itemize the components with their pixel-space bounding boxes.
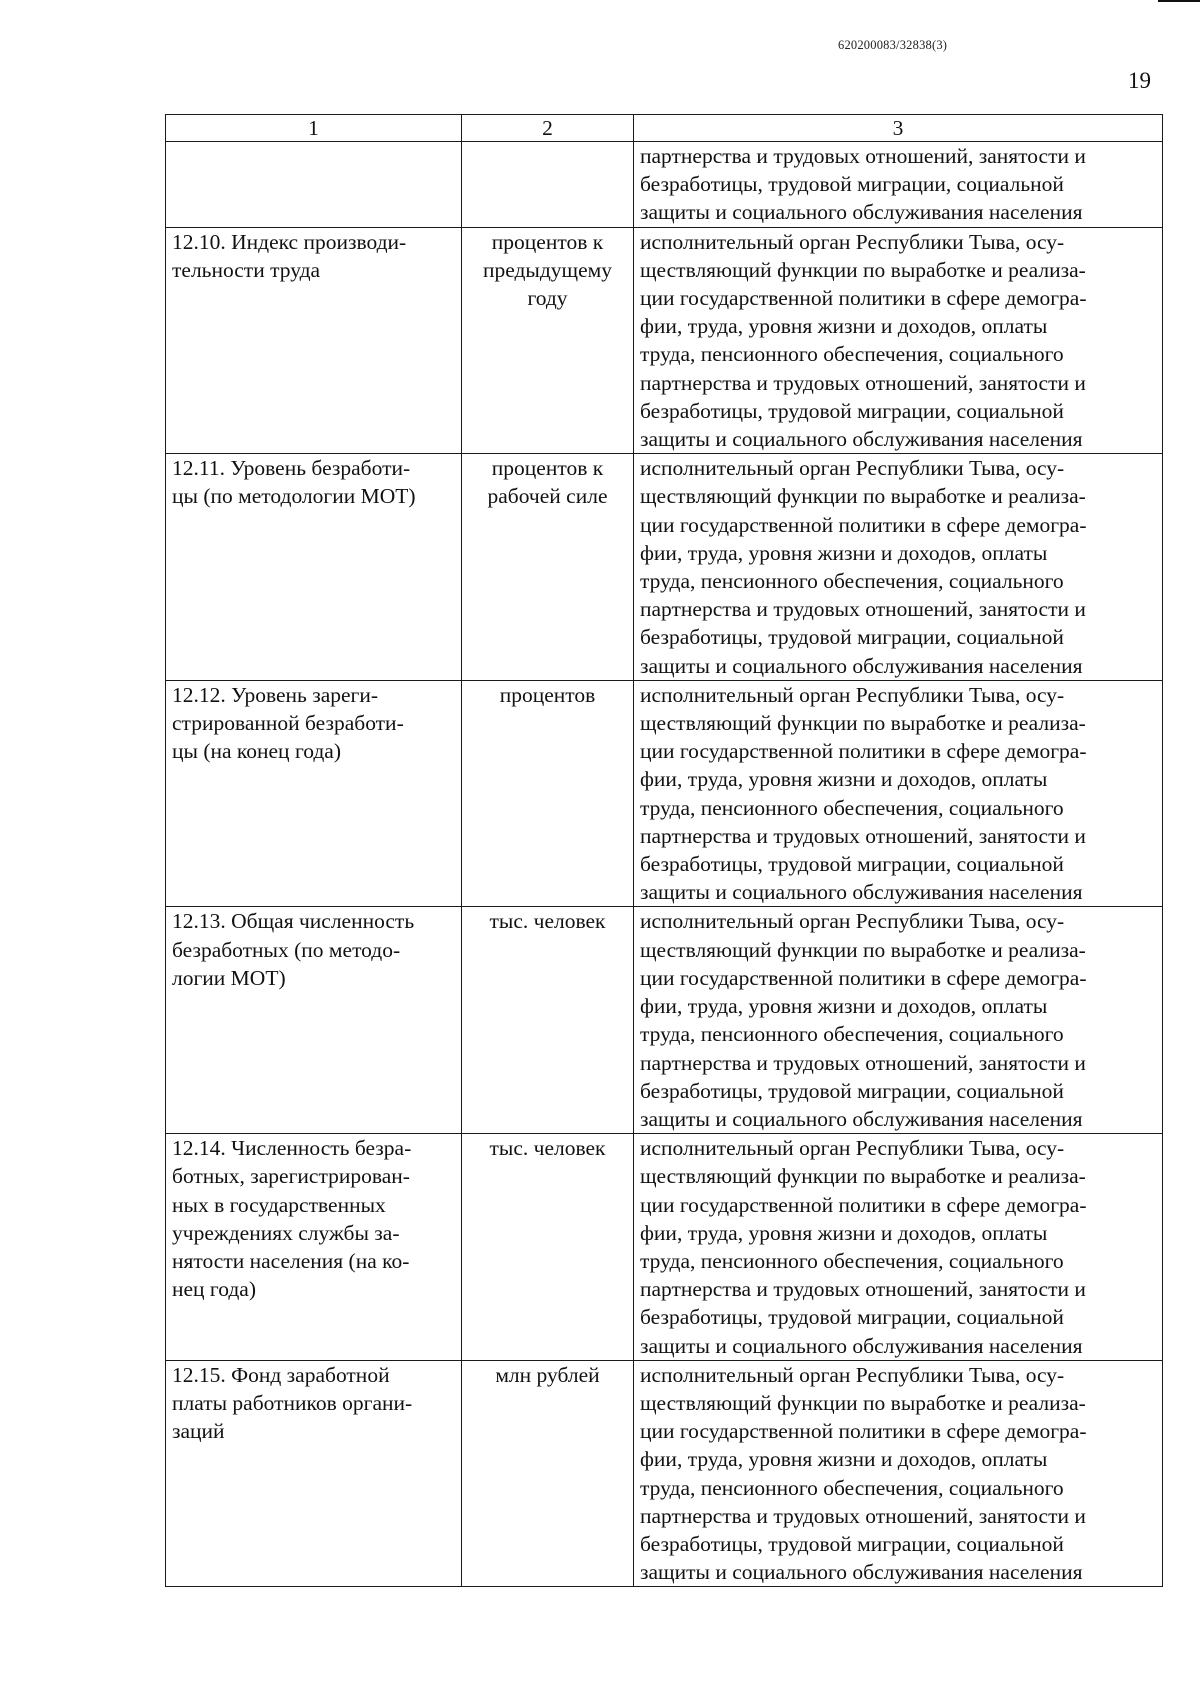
unit-cell: процентов к предыдущему году xyxy=(462,227,634,454)
executor-cell: исполнительный орган Республики Тыва, осу- ществляющий функции по выработке и реализа- ции государственной политики в сфере демогра- фии, труда, уровня жизни и доходов, оплаты труда, пенсионного обеспечения, социального партнерства и трудовых отношений, занятости и безработицы, трудовой миграции, социальной защиты и социального обслуживания населения xyxy=(634,1360,1163,1587)
table-row xyxy=(166,907,1163,1134)
indicator-name-cell: 12.15. Фонд заработной платы работников органи- заций xyxy=(166,1360,462,1587)
unit-cell: процентов xyxy=(462,680,634,907)
indicator-name-cell xyxy=(166,142,462,228)
unit-cell: тыс. человек xyxy=(462,907,634,1134)
table-row xyxy=(166,454,1163,681)
executor-cell: исполнительный орган Республики Тыва, осу- ществляющий функции по выработке и реализа- ции государственной политики в сфере демогра- фии, труда, уровня жизни и доходов, оплаты труда, пенсионного обеспечения, социального партнерства и трудовых отношений, занятости и безработицы, трудовой миграции, социальной защиты и социального обслуживания населения xyxy=(634,1134,1163,1361)
table-row xyxy=(166,142,1163,228)
indicator-name-cell: 12.10. Индекс производи- тельности труда xyxy=(166,227,462,454)
unit-cell: процентов к рабочей силе xyxy=(462,454,634,681)
executor-cell: партнерства и трудовых отношений, занятости и безработицы, трудовой миграции, социальной защиты и социального обслуживания населения xyxy=(634,142,1163,228)
table-row xyxy=(166,680,1163,907)
indicator-name-cell: 12.11. Уровень безработи- цы (по методологии МОТ) xyxy=(166,454,462,681)
indicator-name-cell: 12.14. Численность безра- ботных, зарегистрирован- ных в государственных учреждениях службы за- нятости населения (на ко- нец года) xyxy=(166,1134,462,1361)
column-number-row xyxy=(166,115,1163,142)
indicators-table xyxy=(165,114,1163,1587)
executor-cell: исполнительный орган Республики Тыва, осу- ществляющий функции по выработке и реализа- ции государственной политики в сфере демогра- фии, труда, уровня жизни и доходов, оплаты труда, пенсионного обеспечения, социального партнерства и трудовых отношений, занятости и безработицы, трудовой миграции, социальной защиты и социального обслуживания населения xyxy=(634,454,1163,681)
executor-cell: исполнительный орган Республики Тыва, осу- ществляющий функции по выработке и реализа- ции государственной политики в сфере демогра- фии, труда, уровня жизни и доходов, оплаты труда, пенсионного обеспечения, социального партнерства и трудовых отношений, занятости и безработицы, трудовой миграции, социальной защиты и социального обслуживания населения xyxy=(634,907,1163,1134)
executor-cell: исполнительный орган Республики Тыва, осу- ществляющий функции по выработке и реализа- ции государственной политики в сфере демогра- фии, труда, уровня жизни и доходов, оплаты труда, пенсионного обеспечения, социального партнерства и трудовых отношений, занятости и безработицы, трудовой миграции, социальной защиты и социального обслуживания населения xyxy=(634,680,1163,907)
table-row xyxy=(166,227,1163,454)
column-number-3: 3 xyxy=(634,115,1163,142)
indicator-name-cell: 12.12. Уровень зареги- стрированной безработи- цы (на конец года) xyxy=(166,680,462,907)
column-number-1: 1 xyxy=(166,115,462,142)
executor-cell: исполнительный орган Республики Тыва, осу- ществляющий функции по выработке и реализа- ции государственной политики в сфере демогра- фии, труда, уровня жизни и доходов, оплаты труда, пенсионного обеспечения, социального партнерства и трудовых отношений, занятости и безработицы, трудовой миграции, социальной защиты и социального обслуживания населения xyxy=(634,227,1163,454)
unit-cell: тыс. человек xyxy=(462,1134,634,1361)
page-number: 19 xyxy=(1128,68,1151,93)
table-row xyxy=(166,1134,1163,1361)
indicator-name-cell: 12.13. Общая численность безработных (по методо- логии МОТ) xyxy=(166,907,462,1134)
corner-mark xyxy=(1158,0,1200,2)
document-id: 620200083/32838(3) xyxy=(838,38,948,52)
unit-cell xyxy=(462,142,634,228)
table-row xyxy=(166,1360,1163,1587)
column-number-2: 2 xyxy=(462,115,634,142)
unit-cell: млн рублей xyxy=(462,1360,634,1587)
